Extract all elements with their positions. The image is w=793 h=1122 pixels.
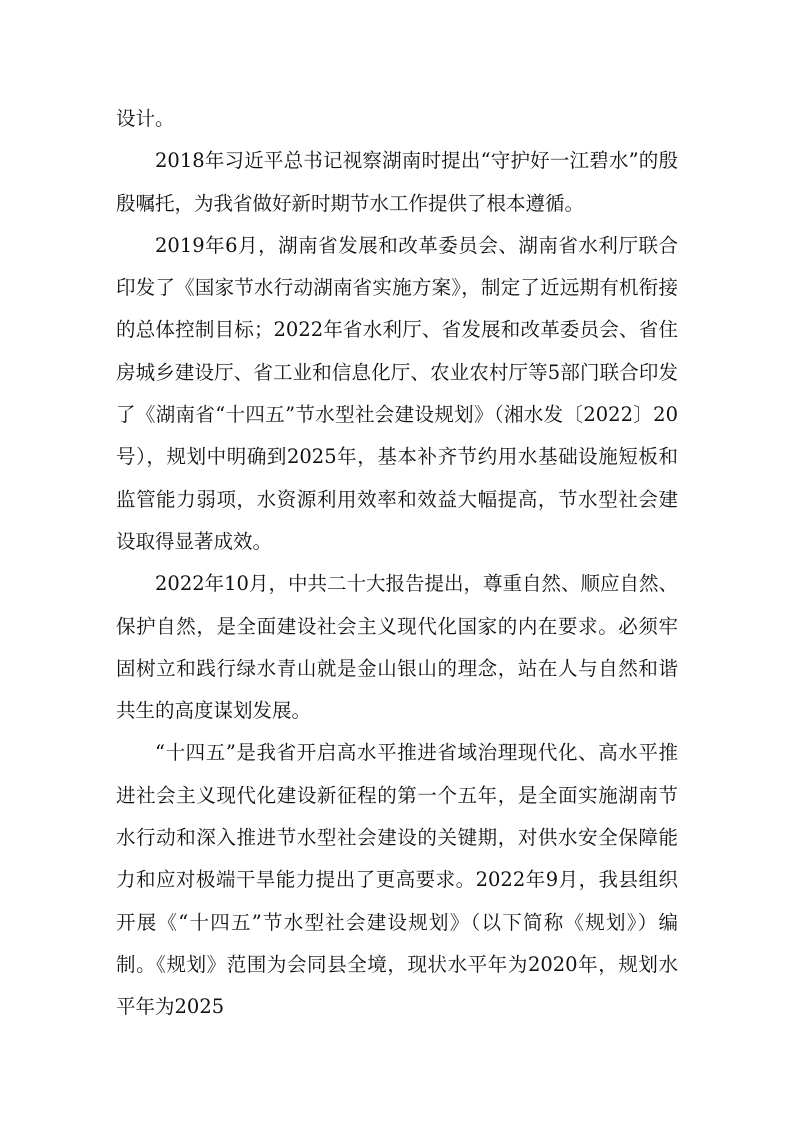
- paragraph-fourteenth-five-year: “十四五”是我省开启高水平推进省域治理现代化、高水平推进社会主义现代化建设新征程的第一个五年，是全面实施湖南节水行动和深入推进节水型社会建设的关键期，对供水安全保障能力和应对极端干旱能力提出了更高要求。2022年9月，我县组织开展《“十四五”节水型社会建设规划》（以下简称《规划》）编制。《规划》范围为会同县全境，现状水平年为2020年，规划水平年为2025: [116, 741, 678, 1019]
- paragraph-2018-visit: 2018年习近平总书记视察湖南时提出“守护好一江碧水”的殷殷嘱托，为我省做好新时期节水工作提供了根本遵循。: [116, 149, 678, 215]
- paragraph-2019-plan: 2019年6月，湖南省发展和改革委员会、湖南省水利厅联合印发了《国家节水行动湖南省实施方案》，制定了近远期有机衔接的总体控制目标；2022年省水利厅、省发展和改革委员会、省住房城乡建设厅、省工业和信息化厅、农业农村厅等5部门联合印发了《湖南省“十四五”节水型社会建设规划》（湘水发〔2022〕20号），规划中明确到2025年，基本补齐节约用水基础设施短板和监管能力弱项，水资源利用效率和效益大幅提高，节水型社会建设取得显著成效。: [116, 233, 678, 553]
- paragraph-2022-report: 2022年10月，中共二十大报告提出，尊重自然、顺应自然、保护自然，是全面建设社会主义现代化国家的内在要求。必须牢固树立和践行绿水青山就是金山银山的理念，站在人与自然和谐共生的高度谋划发展。: [116, 572, 678, 723]
- paragraph-continuation: 设计。: [116, 107, 175, 130]
- document-body: [116, 98, 678, 1029]
